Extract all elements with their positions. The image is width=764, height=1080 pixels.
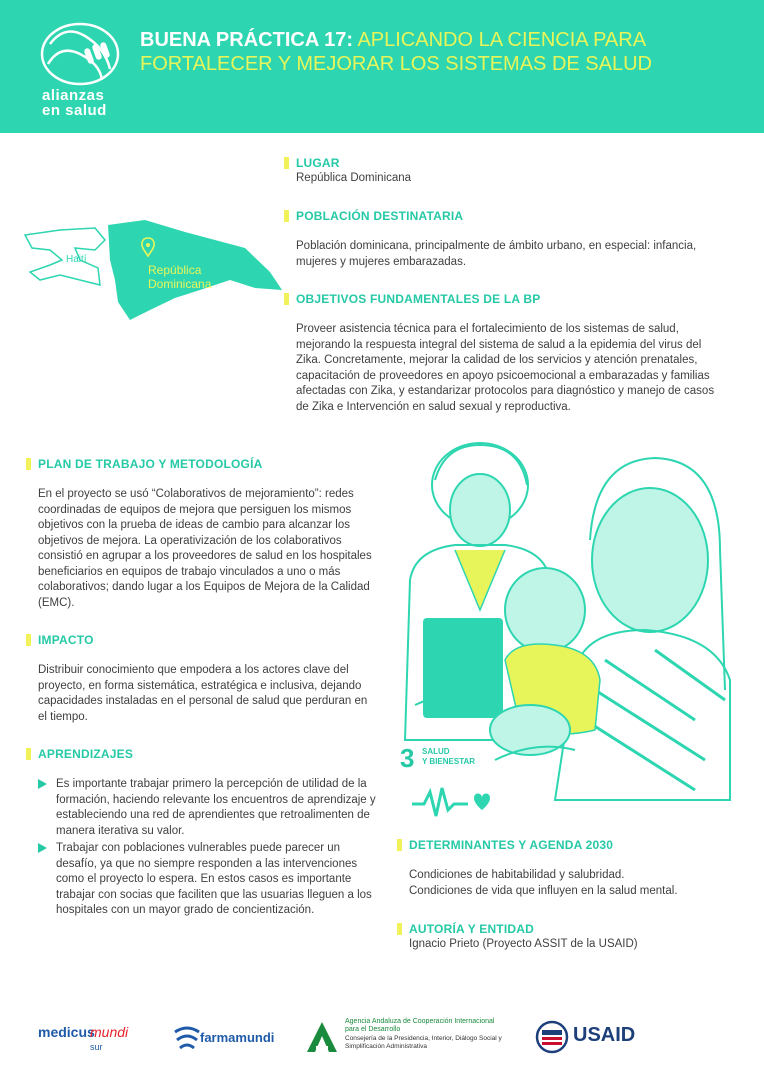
determinantes-line-2: Condiciones de vida que influyen en la salud mental. xyxy=(409,885,678,897)
junta-andalucia-logo: Agencia Andaluza de Cooperación Internacional para el Desarrollo Consejería de la Presidencia, Interior, Diálogo Social y Simplificación Administrativa xyxy=(305,1018,505,1058)
autoria-heading: AUTORÍA Y ENTIDAD xyxy=(409,922,534,936)
aprendizajes-heading: APRENDIZAJES xyxy=(38,747,134,761)
map-label-rd-2: Dominicana xyxy=(148,277,212,291)
objetivos-text: Proveer asistencia técnica para el fortalecimiento de los sistemas de salud, mejorando la respuesta integral del sistema de salud a la epidemia del virus del Zika. Concretamente, mejorar la calidad de los servicios y atención prenatales, capacitación de proveedores en apoyo psicoemocional a embarazadas y familias afectadas con Zika, y estandarizar protocolos para diagnóstico y manejo de casos de Zika e Intervención en salud sexual y reproductiva. xyxy=(296,323,715,413)
determinantes-heading: DETERMINANTES Y AGENDA 2030 xyxy=(409,838,614,852)
impacto-text: Distribuir conocimiento que empodera a los actores clave del proyecto, en forma sistemática, estratégica e inclusiva, dejando capacidades instaladas en el personal de salud que perduran en el tiempo. xyxy=(38,664,368,723)
determinantes-line-1: Condiciones de habitabilidad y salubridad. xyxy=(409,869,625,881)
title-subject: APLICANDO LA CIENCIA PARA FORTALECER Y MEJORAR LOS SISTEMAS DE SALUD xyxy=(140,29,652,75)
sdg-label: SALUD Y BIENESTAR xyxy=(422,747,476,766)
page-title xyxy=(140,28,740,76)
list-item: Trabajar con poblaciones vulnerables puede parecer un desafío, ya que no siempre responden a las intervenciones como el proyecto lo espera. En estos casos es importante trabajar con socias que faciliten que las usuarias lleguen a los hospitales con un mayor grado de concientización. xyxy=(36,841,376,919)
usaid-logo: USAID xyxy=(535,1018,655,1058)
logo-wordmark: alianzas en salud xyxy=(42,87,107,119)
header-banner xyxy=(0,0,764,133)
list-item: Es importante trabajar primero la percepción de utilidad de la formación, haciendo relevante los encuentros de aprendizaje y estableciendo una red de aprendientes que retroalimenten de manera iterativa su valor. xyxy=(36,777,376,839)
objetivos-heading: OBJETIVOS FUNDAMENTALES DE LA BP xyxy=(296,292,541,306)
farmamundi-logo: farmamundi xyxy=(172,1018,282,1058)
poblacion-heading: POBLACIÓN DESTINATARIA xyxy=(296,209,464,223)
title-number: BUENA PRÁCTICA 17: xyxy=(140,29,353,51)
hispaniola-map xyxy=(20,210,290,325)
impacto-heading: IMPACTO xyxy=(38,633,94,647)
usaid-seal-icon xyxy=(535,1020,569,1054)
plan-heading: PLAN DE TRABAJO Y METODOLOGÍA xyxy=(38,457,263,471)
lugar-text: República Dominicana xyxy=(296,172,412,184)
aprendizajes-list xyxy=(36,777,376,921)
map-label-haiti: Haití xyxy=(66,254,87,265)
lugar-heading: LUGAR xyxy=(296,156,340,170)
map-label-rd-1: República xyxy=(148,263,202,277)
farmamundi-icon xyxy=(172,1022,202,1052)
poblacion-text: Población dominicana, principalmente de ámbito urbano, en especial: infancia, mujeres y mujeres embarazadas. xyxy=(296,240,697,268)
autoria-text: Ignacio Prieto (Proyecto ASSIT de la USAID) xyxy=(409,938,638,950)
medicusmundi-logo: medicus mundi sur xyxy=(38,1024,129,1052)
heartbeat-icon xyxy=(412,782,492,822)
sdg-number: 3 xyxy=(400,743,415,773)
junta-andalucia-icon xyxy=(305,1020,339,1054)
plan-text: En el proyecto se usó “Colaborativos de mejoramiento”: redes coordinadas de equipos de mejora que persiguen los mismos objetivos con la prueba de ideas de cambio para alcanzar los objetivos de mejora. La operativización de los colaborativos consistió en agrupar a los proveedores de salud en los hospitales beneficiarios en equipos de trabajo vinculados a uno o más colaborativos; dando lugar a los Equipos de Mejora de la Calidad (EMC). xyxy=(38,488,372,609)
